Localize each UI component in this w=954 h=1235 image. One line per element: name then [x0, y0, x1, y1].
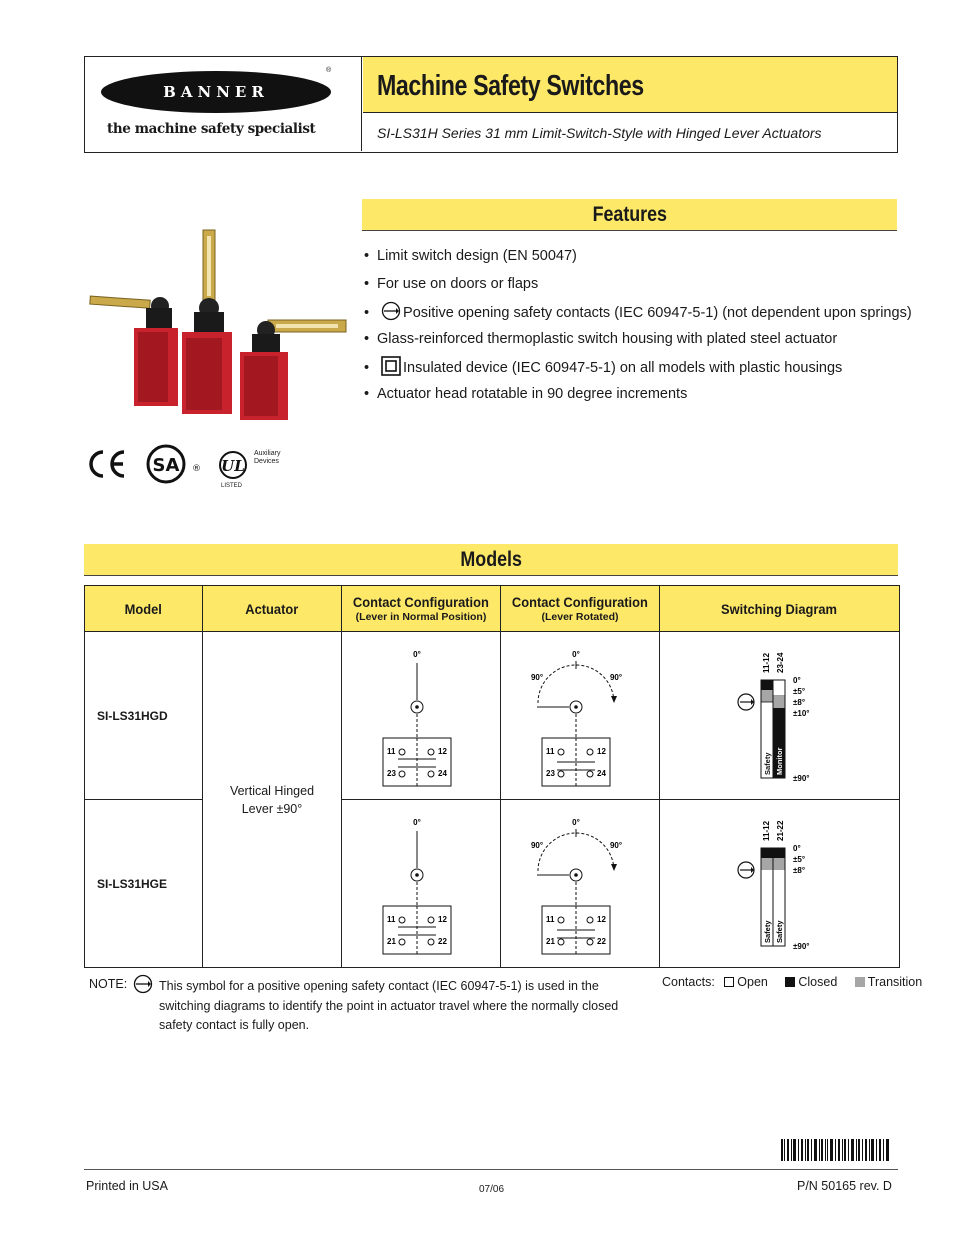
- feature-item: • Positive opening safety contacts (IEC 60947-5-1) (not dependent upon springs): [364, 301, 912, 329]
- svg-text:Safety: Safety: [774, 919, 784, 943]
- svg-text:0°: 0°: [572, 817, 580, 827]
- positive-opening-icon: [738, 694, 754, 710]
- banner-logo-text: BANNER: [163, 83, 269, 101]
- transition-segment: [761, 690, 773, 702]
- svg-text:Safety: Safety: [762, 919, 772, 943]
- column-header-actuator: Actuator: [203, 586, 342, 632]
- svg-text:0°: 0°: [413, 649, 421, 659]
- svg-text:0°: 0°: [792, 843, 801, 853]
- transition-segment: [773, 696, 785, 708]
- switching-diagram: [660, 632, 900, 800]
- features-list: [364, 246, 912, 411]
- contact-rotated-svg: [501, 633, 659, 799]
- table-header-row: [85, 586, 900, 632]
- ul-mark: [216, 448, 296, 492]
- printed-in: Printed in USA: [86, 1179, 168, 1193]
- contact-rotated-diagram: [501, 800, 660, 968]
- positive-opening-icon: [381, 301, 401, 321]
- svg-text:21: 21: [546, 936, 555, 946]
- table-row: [85, 632, 900, 800]
- feature-item: • For use on doors or flaps: [364, 275, 539, 292]
- svg-text:23-24: 23-24: [775, 652, 785, 673]
- svg-text:12: 12: [438, 746, 447, 756]
- svg-text:0°: 0°: [413, 817, 421, 827]
- positive-opening-icon: [738, 862, 754, 878]
- tagline: the machine safety specialist: [107, 121, 316, 137]
- actuator-description: Vertical Hinged Lever ±90°: [203, 632, 342, 968]
- banner-logo: [101, 71, 331, 113]
- transition-swatch: [855, 977, 865, 987]
- svg-text:±5°: ±5°: [792, 686, 805, 696]
- svg-text:12: 12: [597, 914, 606, 924]
- ul-mark-icon: [218, 450, 248, 480]
- svg-text:90°: 90°: [530, 840, 544, 850]
- contact-rotated-diagram: [501, 632, 660, 800]
- svg-text:±10°: ±10°: [792, 708, 809, 718]
- svg-text:0°: 0°: [572, 649, 580, 659]
- closed-swatch: [785, 977, 795, 987]
- svg-text:SA: SA: [152, 455, 180, 476]
- open-segment: [773, 680, 785, 696]
- model-name: SI-LS31HGD: [85, 632, 203, 800]
- svg-text:22: 22: [438, 936, 447, 946]
- registered-mark: ®: [326, 67, 332, 74]
- svg-text:±8°: ±8°: [792, 697, 805, 707]
- ul-listed-label: LISTED: [221, 483, 243, 489]
- svg-text:21-22: 21-22: [775, 820, 785, 841]
- svg-text:11: 11: [546, 914, 555, 924]
- switching-diagram-svg: [661, 633, 899, 799]
- legend-closed: Closed: [798, 975, 838, 989]
- svg-text:90°: 90°: [530, 672, 544, 682]
- print-date: 07/06: [479, 1184, 505, 1195]
- svg-text:11-12: 11-12: [761, 820, 771, 841]
- models-table: [84, 585, 900, 968]
- note-text: This symbol for a positive opening safety contact (IEC 60947-5-1) is used in the switching diagrams to identify the point in actuator travel where the normally closed safety contact is fully open.: [159, 979, 619, 1032]
- product-photo: [88, 228, 348, 428]
- svg-text:24: 24: [438, 768, 447, 778]
- logo-box: [85, 57, 362, 151]
- feature-item: • Glass-reinforced thermoplastic switch housing with plated steel actuator: [364, 330, 838, 347]
- closed-segment: [773, 848, 785, 858]
- svg-text:Safety: Safety: [762, 751, 772, 775]
- svg-text:±8°: ±8°: [792, 865, 805, 875]
- positive-opening-icon: [132, 974, 154, 994]
- svg-text:90°: 90°: [609, 672, 623, 682]
- contact-normal-diagram: [342, 632, 501, 800]
- legend-label: Contacts:: [662, 975, 715, 989]
- svg-text:12: 12: [597, 746, 606, 756]
- svg-text:11-12: 11-12: [761, 652, 771, 673]
- contact-rotated-svg: [501, 801, 659, 967]
- switching-diagram: [660, 800, 900, 968]
- svg-text:23: 23: [387, 768, 396, 778]
- svg-text:11: 11: [546, 746, 555, 756]
- page-title: Machine Safety Switches: [377, 70, 644, 102]
- column-header-model: Model: [85, 586, 203, 632]
- features-heading: Features: [362, 199, 897, 231]
- column-header-switching: Switching Diagram: [660, 586, 900, 632]
- svg-text:0°: 0°: [792, 675, 801, 685]
- svg-text:Monitor: Monitor: [774, 747, 784, 775]
- closed-segment: [761, 848, 773, 858]
- svg-text:±90°: ±90°: [792, 941, 809, 951]
- legend-transition: Transition: [867, 975, 923, 989]
- ul-auxiliary-label: Auxiliary Devices: [254, 450, 281, 465]
- csa-mark-icon: [146, 443, 201, 485]
- transition-segment: [761, 858, 773, 870]
- contact-normal-diagram: [342, 800, 501, 968]
- svg-text:UL: UL: [221, 457, 245, 475]
- svg-text:±5°: ±5°: [792, 854, 805, 864]
- svg-text:®: ®: [192, 464, 201, 474]
- switching-diagram-svg: [661, 801, 899, 967]
- feature-item: • Actuator head rotatable in 90 degree increments: [364, 385, 688, 402]
- insulated-device-icon: [381, 356, 401, 376]
- feature-item: • Insulated device (IEC 60947-5-1) on all models with plastic housings: [364, 356, 912, 384]
- ce-mark-icon: [84, 448, 128, 480]
- header: [84, 56, 898, 153]
- contact-normal-svg: [342, 801, 500, 967]
- model-name: SI-LS31HGE: [85, 800, 203, 968]
- svg-text:21: 21: [387, 936, 396, 946]
- svg-text:23: 23: [546, 768, 555, 778]
- svg-text:12: 12: [438, 914, 447, 924]
- footer-divider: [84, 1169, 898, 1170]
- svg-text:±90°: ±90°: [792, 773, 809, 783]
- page-subtitle: SI-LS31H Series 31 mm Limit-Switch-Style with Hinged Lever Actuators: [377, 125, 822, 141]
- svg-text:90°: 90°: [609, 840, 623, 850]
- svg-text:11: 11: [387, 746, 396, 756]
- feature-item: • Limit switch design (EN 50047): [364, 248, 577, 264]
- legend-open: Open: [737, 975, 768, 989]
- svg-text:11: 11: [387, 914, 396, 924]
- barcode-icon: [781, 1139, 889, 1161]
- closed-segment: [761, 680, 773, 690]
- note-label: NOTE:: [89, 977, 128, 991]
- models-heading: Models: [84, 544, 898, 576]
- part-number: P/N 50165 rev. D: [797, 1179, 892, 1193]
- svg-text:22: 22: [597, 936, 606, 946]
- contacts-legend: [662, 975, 922, 989]
- title-band: [363, 57, 897, 113]
- column-header-contact-rotated: Contact Configuration (Lever Rotated): [501, 586, 660, 632]
- contact-normal-svg: [342, 633, 500, 799]
- column-header-contact-normal: Contact Configuration (Lever in Normal Position): [342, 586, 501, 632]
- transition-segment: [773, 858, 785, 870]
- svg-text:24: 24: [597, 768, 606, 778]
- open-swatch: [724, 977, 734, 987]
